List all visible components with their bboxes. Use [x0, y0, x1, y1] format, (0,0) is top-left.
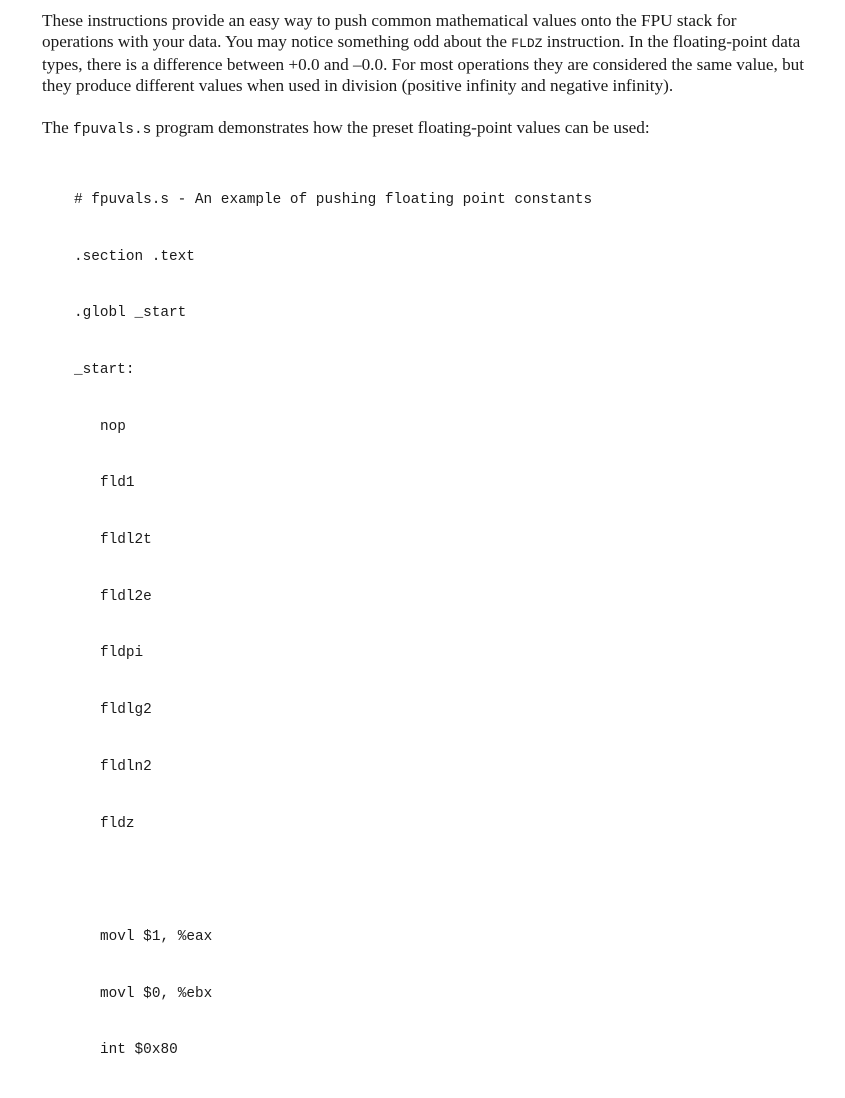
- filename-inline-code: fpuvals.s: [73, 122, 152, 138]
- program-intro-text-end: program demonstrates how the preset floating-point values can be used:: [151, 118, 650, 137]
- code-instruction-fldl2e: fldl2e: [100, 588, 152, 605]
- code-instruction-fldln2: fldln2: [100, 758, 152, 775]
- fldz-inline-code: FLDZ: [511, 36, 543, 51]
- code-start-label: _start:: [74, 361, 135, 378]
- code-blank-line: [74, 871, 812, 890]
- intro-paragraph: [42, 10, 812, 96]
- program-intro-text-start: The: [42, 118, 74, 137]
- code-globl-directive: .globl _start: [74, 305, 187, 322]
- code-instruction-fldz: fldz: [100, 815, 135, 832]
- code-instruction-fldlg2: fldlg2: [100, 702, 152, 719]
- code-instruction-nop: nop: [100, 418, 126, 435]
- document-page: [42, 10, 812, 1098]
- code-instruction-int: int $0x80: [100, 1042, 178, 1059]
- code-instruction-movl-eax: movl $1, %eax: [100, 928, 213, 945]
- code-instruction-fld1: fld1: [100, 475, 135, 492]
- code-comment-line: # fpuvals.s - An example of pushing floating point constants: [74, 191, 593, 208]
- intro-text-end: instruction. In the floating-point data types, there is a difference between +0.0 and –0.0. For most operations they are considered the same value, but they produce different values when used in division (positive infinity and negative infinity).: [42, 32, 805, 95]
- code-section-directive: .section .text: [74, 248, 195, 265]
- program-intro-paragraph: [42, 117, 812, 141]
- code-instruction-fldpi: fldpi: [100, 645, 144, 662]
- intro-text-start: These instructions provide an easy way to push common mathematical values onto the FPU stack for operations with your data. You may notice something odd about the: [42, 11, 737, 51]
- code-listing: [74, 153, 812, 1098]
- code-instruction-movl-ebx: movl $0, %ebx: [100, 985, 213, 1002]
- code-instruction-fldl2t: fldl2t: [100, 532, 152, 549]
